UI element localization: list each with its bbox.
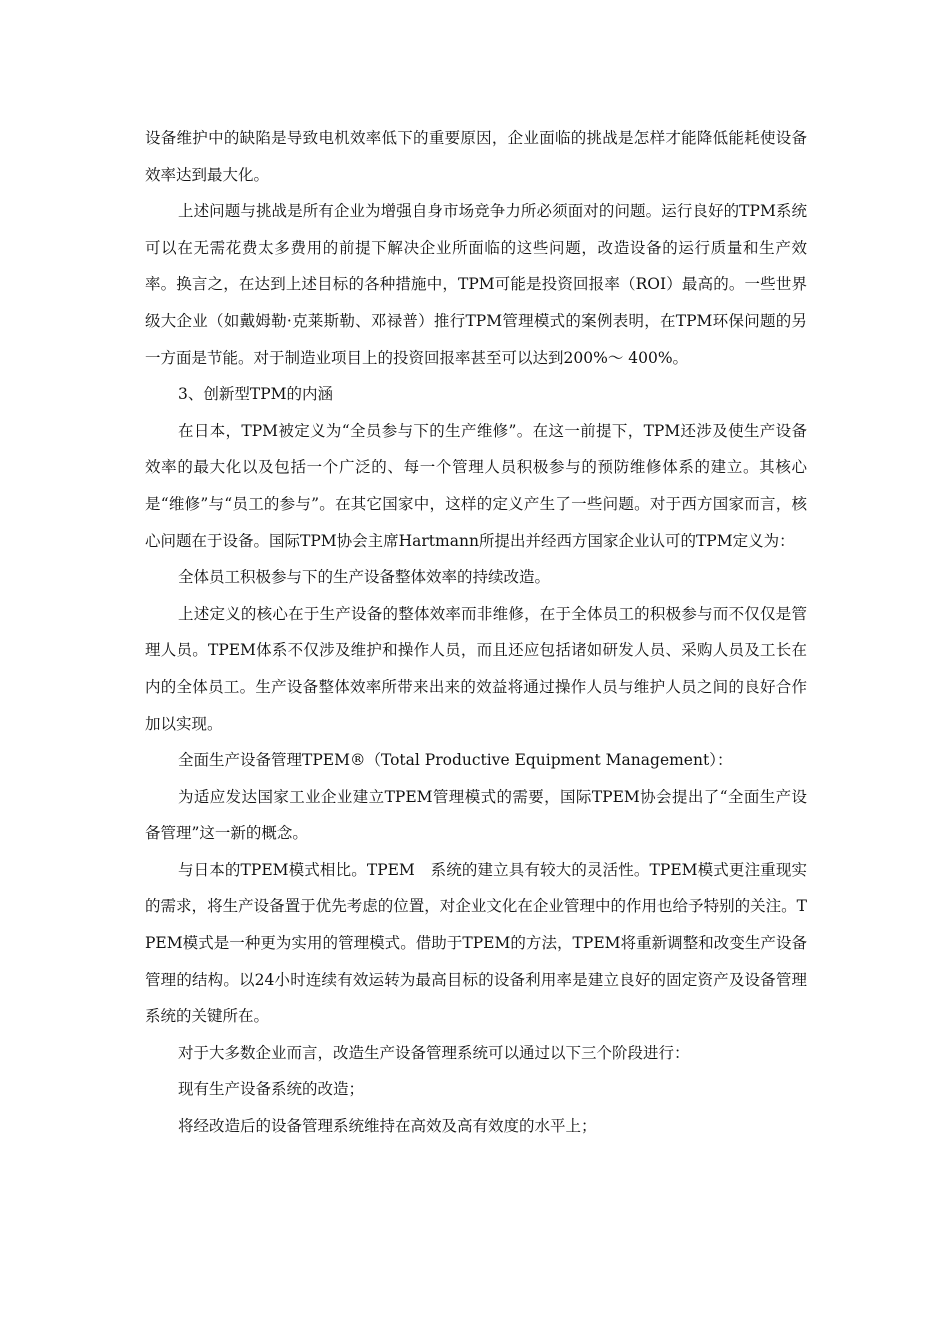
paragraph: 上述问题与挑战是所有企业为增强自身市场竞争力所必须面对的问题。运行良好的TPM系统可以在无需花费太多费用的前提下解决企业所面临的这些问题，改造设备的运行质量和生产效率。换言之，在达到上述目标的各种措施中，TPM可能是投资回报率（ROI）最高的。一些世界级大企业（如戴姆勒·克莱斯勒、邓禄普）推行TPM管理模式的案例表明，在TPM环保问题的另一方面是节能。对于制造业项目上的投资回报率甚至可以达到200%～ 400%。 xyxy=(145,202,807,367)
paragraph: 上述定义的核心在于生产设备的整体效率而非维修，在于全体员工的积极参与而不仅仅是管理人员。TPEM体系不仅涉及维护和操作人员，而且还应包括诸如研发人员、采购人员及工长在内的全体员工。生产设备整体效率所带来出来的效益将通过操作人员与维护人员之间的良好合作加以实现。 xyxy=(145,604,807,733)
paragraph: 在日本，TPM被定义为“全员参与下的生产维修”。在这一前提下，TPM还涉及使生产设备效率的最大化以及包括一个广泛的、每一个管理人员积极参与的预防维修体系的建立。其核心是“维修”与“员工的参与”。在其它国家中，这样的定义产生了一些问题。对于西方国家而言，核心问题在于设备。国际TPM协会主席Hartmann所提出并经西方国家企业认可的TPM定义为： xyxy=(145,421,807,550)
list-item: 将经改造后的设备管理系统维持在高效及高有效度的水平上； xyxy=(178,1117,597,1136)
paragraph: 设备维护中的缺陷是导致电机效率低下的重要原因，企业面临的挑战是怎样才能降低能耗使设备效率达到最大化。 xyxy=(145,129,807,184)
paragraph: 与日本的TPEM模式相比。TPEM 系统的建立具有较大的灵活性。TPEM模式更注重现实的需求，将生产设备置于优先考虑的位置，对企业文化在企业管理中的作用也给予特别的关注。TPEM模式是一种更为实用的管理模式。借助于TPEM的方法，TPEM将重新调整和改变生产设备管理的结构。以24小时连续有效运转为最高目标的设备利用率是建立良好的固定资产及设备管理系统的关键所在。 xyxy=(145,860,807,1026)
tpem-heading: 全面生产设备管理TPEM®（Total Productive Equipment Management）： xyxy=(178,751,733,770)
list-item: 现有生产设备系统的改造； xyxy=(178,1080,365,1099)
section-heading: 3、创新型TPM的内涵 xyxy=(178,385,334,404)
paragraph: 为适应发达国家工业企业建立TPEM管理模式的需要，国际TPEM协会提出了“全面生产设备管理”这一新的概念。 xyxy=(145,787,807,843)
document-body xyxy=(145,120,807,1145)
paragraph: 对于大多数企业而言，改造生产设备管理系统可以通过以下三个阶段进行： xyxy=(178,1043,690,1062)
definition-paragraph: 全体员工积极参与下的生产设备整体效率的持续改造。 xyxy=(178,568,551,587)
